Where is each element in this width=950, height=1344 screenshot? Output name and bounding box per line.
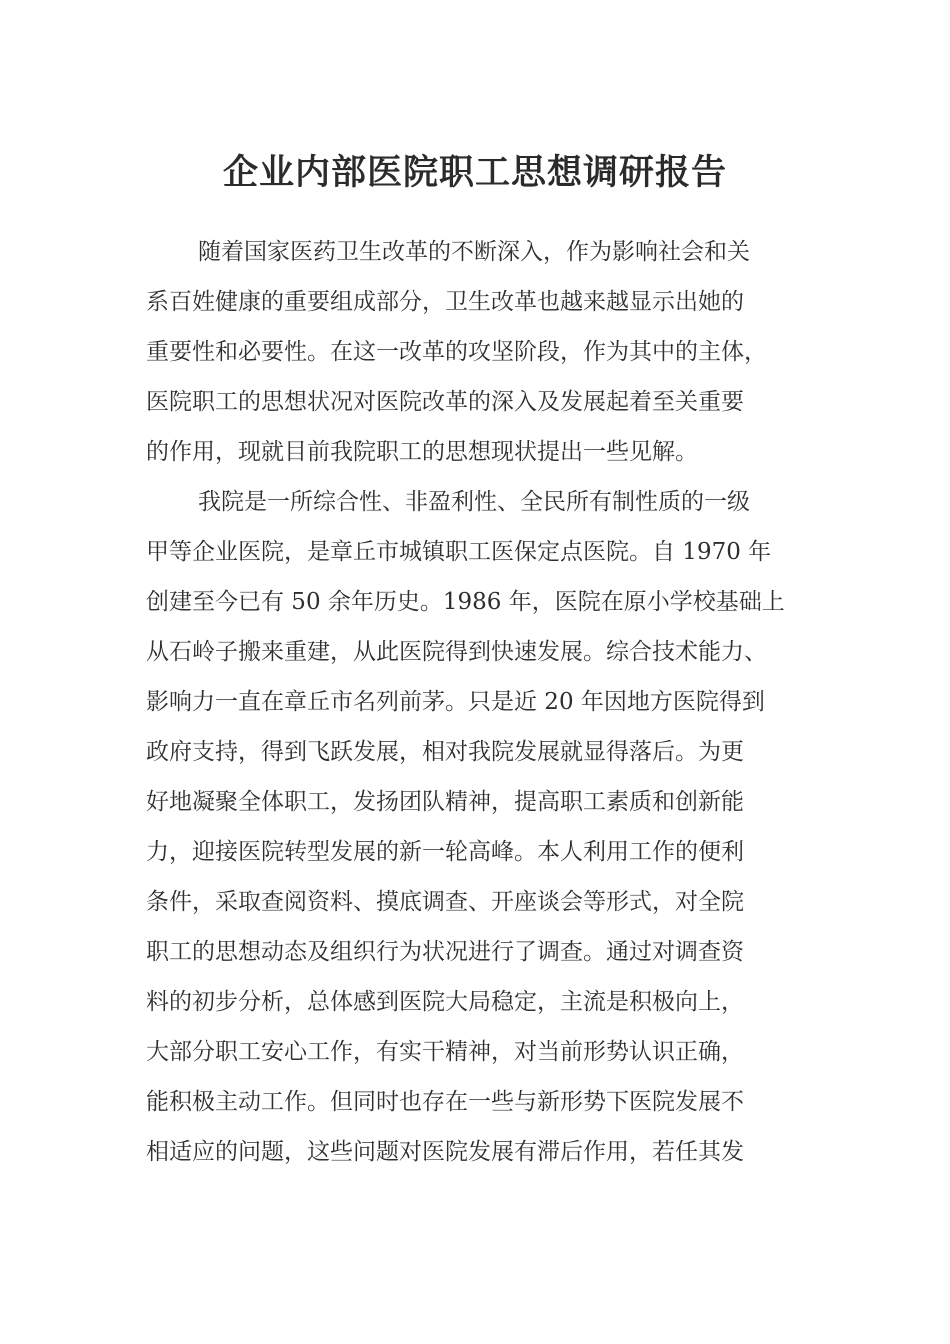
- paragraph-1-line-4: 医院职工的思想状况对医院改革的深入及发展起着至关重要: [146, 389, 744, 415]
- paragraph-2-line-4: 从石岭子搬来重建，从此医院得到快速发展。综合技术能力、: [146, 639, 767, 665]
- paragraph-2-line-13: 能积极主动工作。但同时也存在一些与新形势下医院发展不: [146, 1089, 744, 1115]
- paragraph-2-line-1: 我院是一所综合性、非盈利性、全民所有制性质的一级: [198, 489, 750, 515]
- paragraph-2-line-11: 料的初步分析，总体感到医院大局稳定，主流是积极向上，: [146, 989, 744, 1015]
- paragraph-1-line-1: 随着国家医药卫生改革的不断深入，作为影响社会和关: [198, 239, 750, 265]
- paragraph-2-line-7: 好地凝聚全体职工，发扬团队精神，提高职工素质和创新能: [146, 789, 744, 815]
- paragraph-2-line-5: 影响力一直在章丘市名列前茅。只是近 20 年因地方医院得到: [146, 689, 765, 715]
- paragraph-2-line-3: 创建至今已有 50 余年历史。1986 年，医院在原小学校基础上: [146, 589, 785, 615]
- paragraph-2-line-8: 力，迎接医院转型发展的新一轮高峰。本人利用工作的便利: [146, 839, 744, 865]
- document-title: 企业内部医院职工思想调研报告: [222, 152, 727, 193]
- paragraph-2-line-10: 职工的思想动态及组织行为状况进行了调查。通过对调查资: [146, 939, 744, 965]
- paragraph-1-line-3: 重要性和必要性。在这一改革的攻坚阶段，作为其中的主体，: [146, 339, 767, 365]
- paragraph-2-line-9: 条件，采取查阅资料、摸底调查、开座谈会等形式，对全院: [146, 889, 744, 915]
- paragraph-2-line-14: 相适应的问题，这些问题对医院发展有滞后作用，若任其发: [146, 1139, 744, 1165]
- paragraph-1-line-5: 的作用，现就目前我院职工的思想现状提出一些见解。: [146, 439, 698, 465]
- paragraph-1-line-2: 系百姓健康的重要组成部分，卫生改革也越来越显示出她的: [146, 289, 744, 315]
- paragraph-2-line-2: 甲等企业医院，是章丘市城镇职工医保定点医院。自 1970 年: [146, 539, 772, 565]
- paragraph-2-line-6: 政府支持，得到飞跃发展，相对我院发展就显得落后。为更: [146, 739, 744, 765]
- paragraph-2-line-12: 大部分职工安心工作，有实干精神，对当前形势认识正确，: [146, 1039, 744, 1065]
